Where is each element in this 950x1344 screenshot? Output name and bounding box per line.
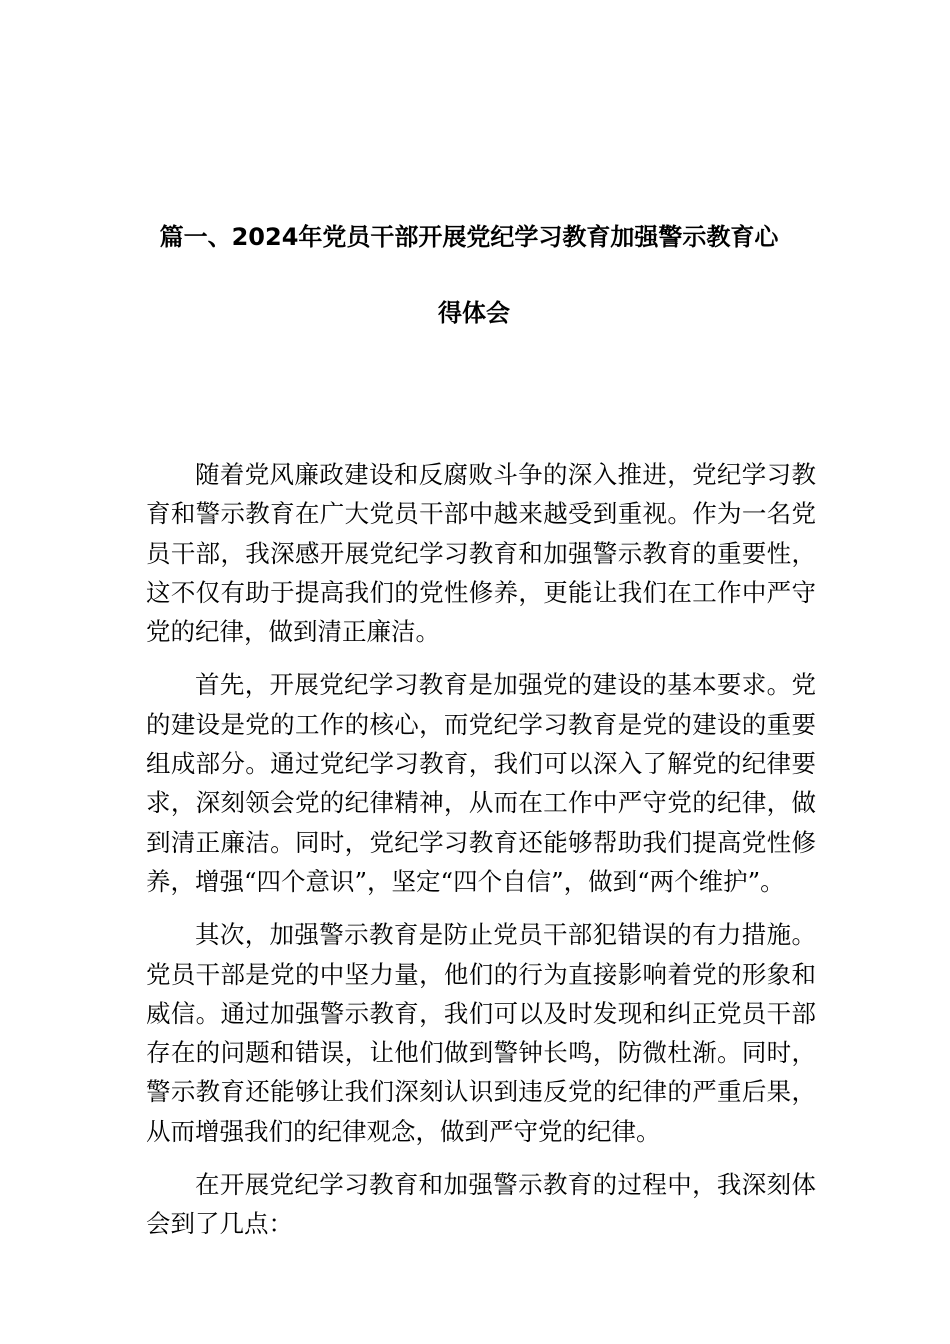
document-title-line-2: 得体会 — [438, 299, 510, 327]
paragraph-1: 随着党风廉政建设和反腐败斗争的深入推进，党纪学习教育和警示教育在广大党员干部中越来越受到重视。作为一名党员干部，我深感开展党纪学习教育和加强警示教育的重要性，这不仅有助于提高我们的党性修养，更能让我们在工作中严守党的纪律，做到清正廉洁。 — [146, 460, 816, 647]
paragraph-4: 在开展党纪学习教育和加强警示教育的过程中，我深刻体会到了几点： — [146, 1170, 816, 1239]
document-body — [146, 455, 816, 1258]
paragraph-3: 其次，加强警示教育是防止党员干部犯错误的有力措施。党员干部是党的中坚力量，他们的行为直接影响着党的形象和威信。通过加强警示教育，我们可以及时发现和纠正党员干部存在的问题和错误，让他们做到警钟长鸣，防微杜渐。同时，警示教育还能够让我们深刻认识到违反党的纪律的严重后果，从而增强我们的纪律观念，做到严守党的纪律。 — [146, 920, 816, 1146]
paragraph-2: 首先，开展党纪学习教育是加强党的建设的基本要求。党的建设是党的工作的核心，而党纪学习教育是党的建设的重要组成部分。通过党纪学习教育，我们可以深入了解党的纪律要求，深刻领会党的纪律精神，从而在工作中严守党的纪律，做到清正廉洁。同时，党纪学习教育还能够帮助我们提高党性修养，增强“四个意识”，坚定“四个自信”，做到“两个维护”。 — [146, 670, 816, 896]
document-title-line-1: 篇一、2024年党员干部开展党纪学习教育加强警示教育心 — [159, 223, 779, 251]
